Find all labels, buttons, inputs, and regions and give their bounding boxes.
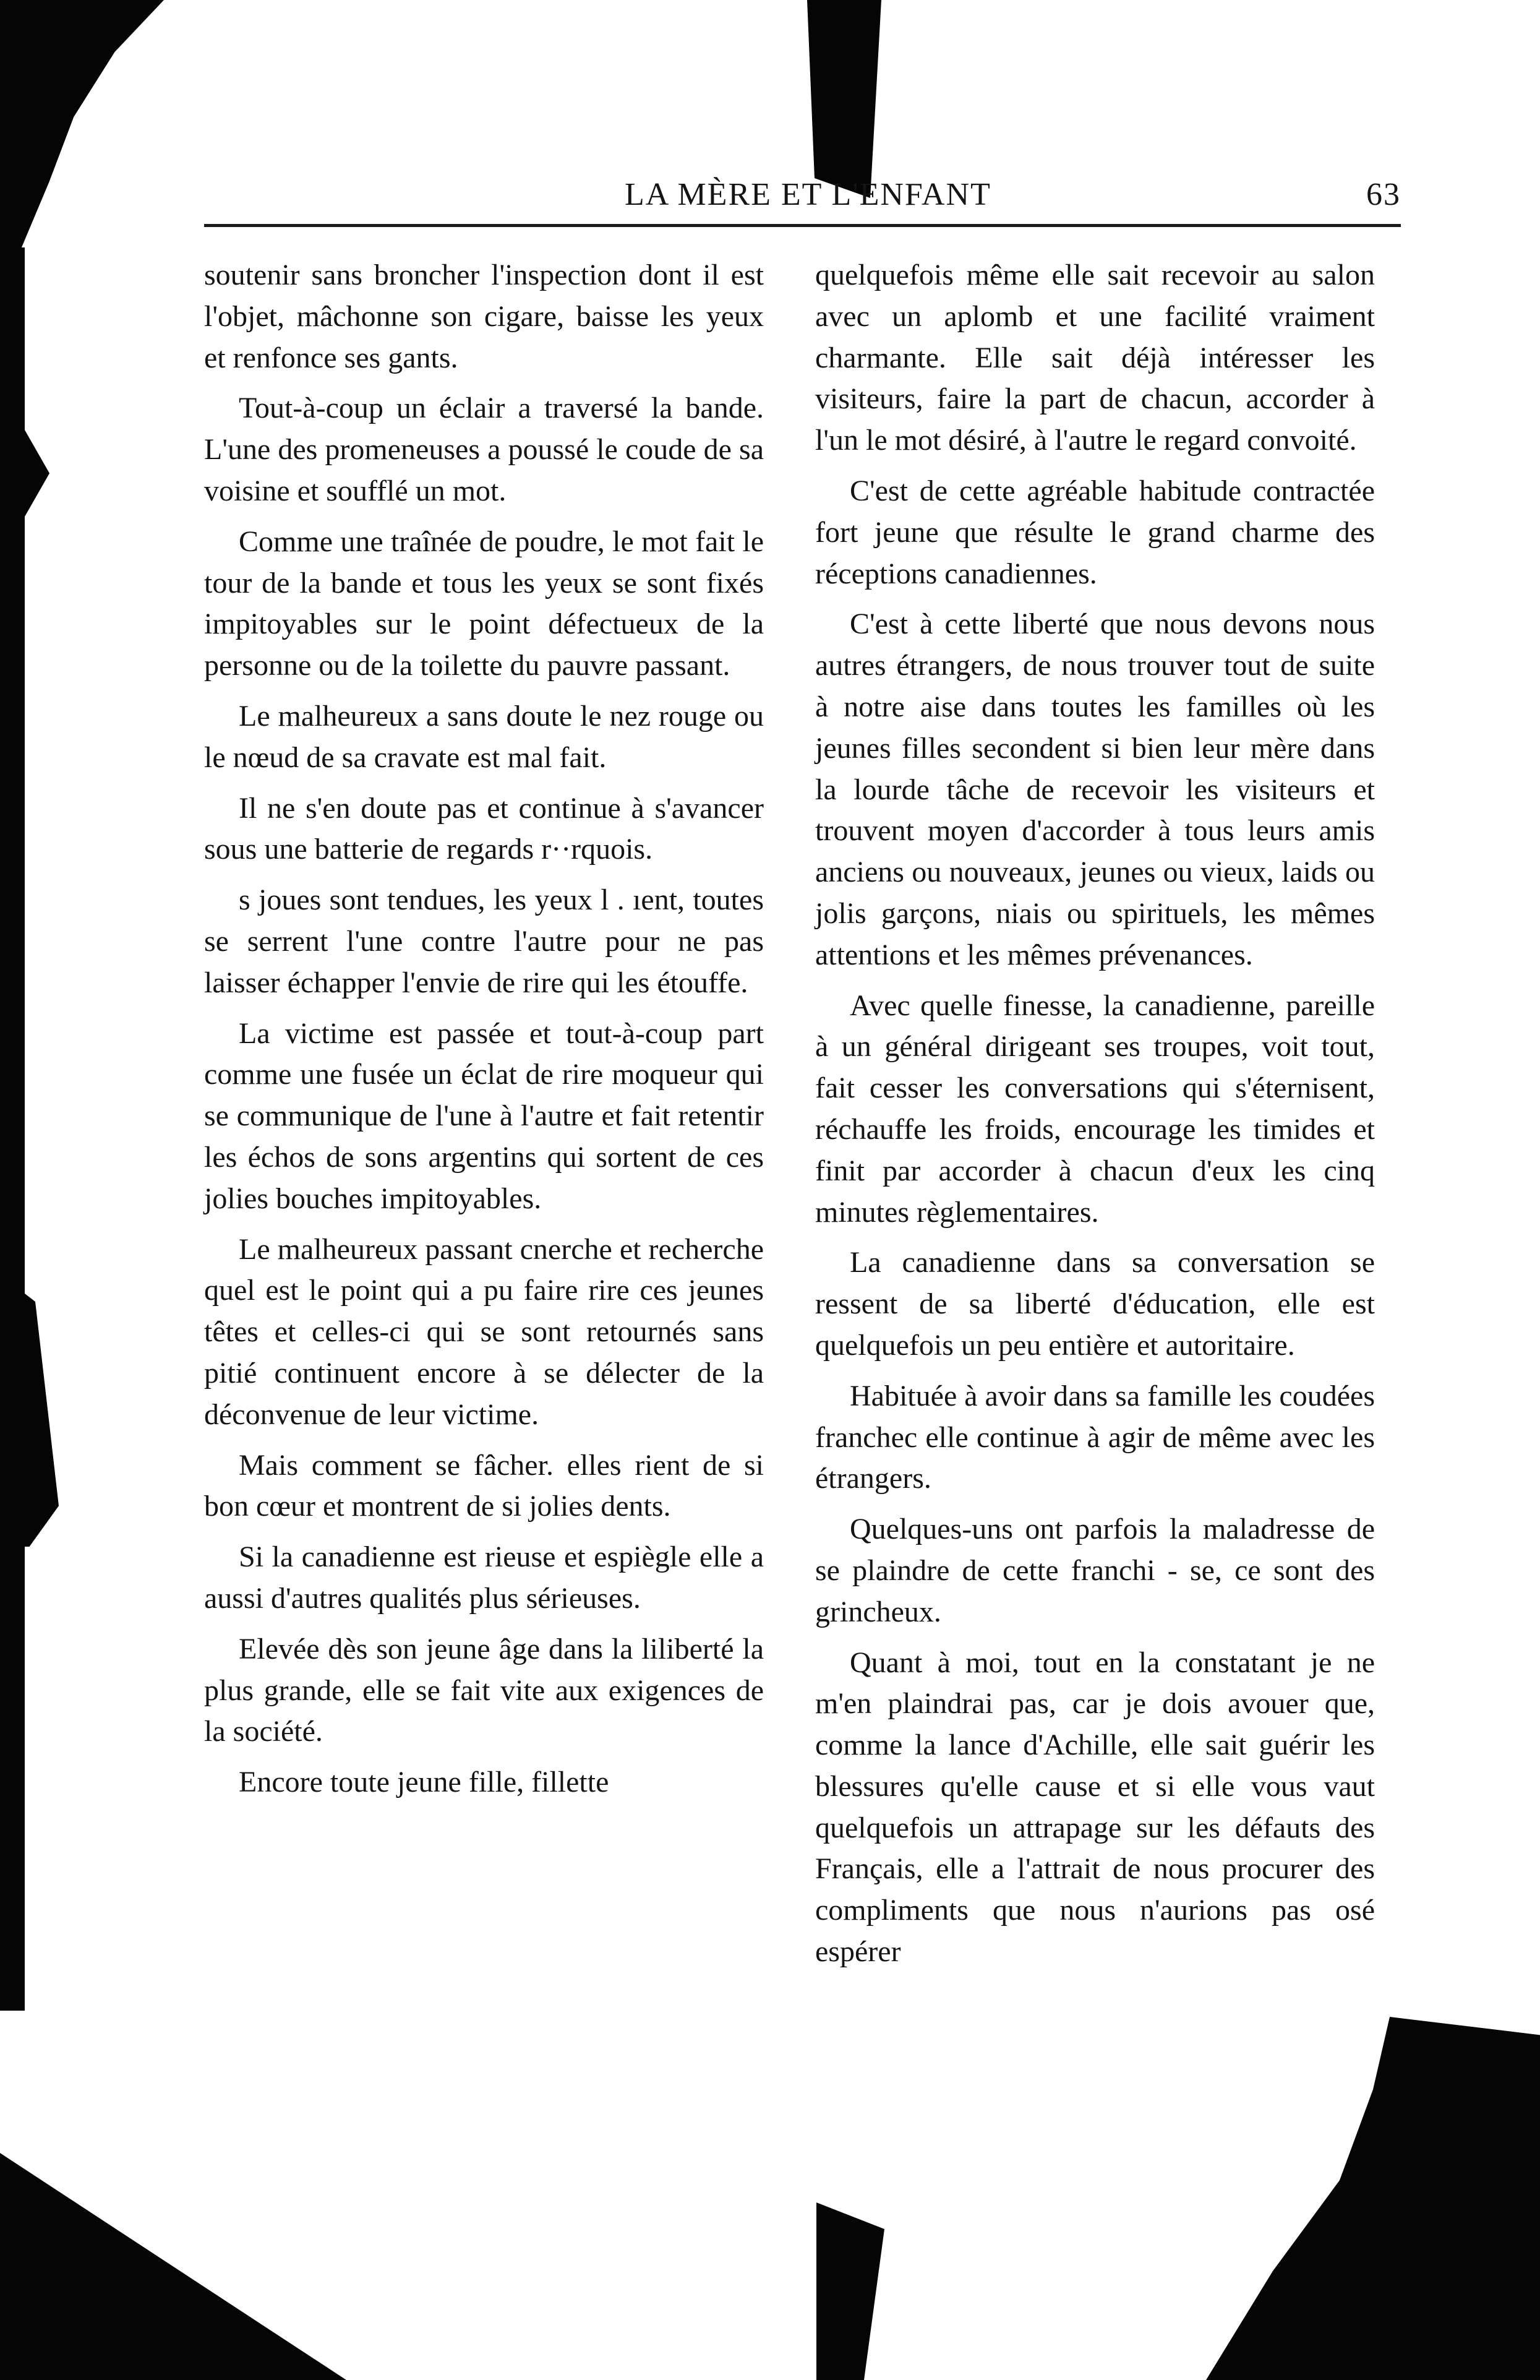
running-title: LA MÈRE ET L'ENFANT: [625, 177, 991, 212]
right-column: [815, 255, 1375, 1973]
page-stain-bottom-right: [1206, 2017, 1540, 2380]
paragraph: La victime est passée et tout-à-coup part comme une fusée un éclat de rire moqueur qui se communique de l'une à l'autre et fait retentir les échos de sons argentins qui sortent de ces jolies bouches impitoyables.: [204, 1016, 764, 1215]
page-stain-left-tear: [12, 408, 49, 538]
paragraph: quelquefois même elle sait recevoir au salon avec un aplomb et une facilité vraiment charmante. Elle sait déjà intéresser les visiteurs, faire la part de chacun, accorder à l'un le mot désiré, à l'autre le regard convoité.: [815, 259, 1375, 457]
paragraph: Habituée à avoir dans sa famille les coudées franchec elle continue à agir de même avec les étrangers.: [815, 1379, 1375, 1495]
paragraph: Le malheureux a sans doute le nez rouge ou le nœud de sa cravate est mal fait.: [204, 699, 764, 774]
paragraph: Encore toute jeune fille, fillette: [239, 1766, 609, 1799]
paragraph: Tout-à-coup un éclair a traversé la bande. L'une des promeneuses a poussé le coude de sa voisine et soufflé un mot.: [204, 392, 764, 507]
page-stain-bottom-left: [0, 2153, 346, 2380]
paragraph: La canadienne dans sa conversation se ressent de sa liberté d'éducation, elle est quelquefois un peu entière et autoritaire.: [815, 1246, 1375, 1362]
page-stain-top-left: [0, 0, 164, 260]
page-stain-top-center: [807, 0, 881, 198]
paragraph: Mais comment se fâcher. elles rient de si bon cœur et montrent de si jolies dents.: [204, 1448, 764, 1523]
paragraph: Le malheureux passant cnerche et recherche quel est le point qui a pu faire rire ces jeunes têtes et celles-ci qui se sont retournés sans pitié continuent encore à se délecter de la déconvenue de leur victime.: [204, 1232, 764, 1431]
running-header: [204, 176, 1401, 220]
paragraph: Elevée dès son jeune âge dans la liliberté la plus grande, elle se fait vite aux exigences de la société.: [204, 1632, 764, 1748]
paragraph: Si la canadienne est rieuse et espiègle elle a aussi d'autres qualités plus sérieuses.: [204, 1540, 764, 1615]
paragraph: soutenir sans broncher l'inspection dont il est l'objet, mâchonne son cigare, baisse les yeux et renfonce ses gants.: [204, 259, 764, 374]
paragraph: C'est de cette agréable habitude contractée fort jeune que résulte le grand charme des réceptions canadiennes.: [815, 474, 1375, 590]
header-rule: [204, 224, 1401, 227]
page-stain-left-lower: [0, 1274, 59, 1547]
page-stain-bottom-center: [816, 2202, 884, 2380]
left-column: [204, 255, 764, 1803]
paragraph: s joues sont tendues, les yeux l . ıent, toutes se serrent l'une contre l'autre pour ne pas laisser échapper l'envie de rire qui les étouffe.: [204, 883, 764, 999]
paragraph: Il ne s'en doute pas et continue à s'avancer sous une batterie de regards r··rquois.: [204, 791, 764, 866]
page-number: 63: [1366, 177, 1401, 212]
paragraph: Comme une traînée de poudre, le mot fait le tour de la bande et tous les yeux se sont fixés impitoyables sur le point défectueux de la personne ou de la toilette du pauvre passant.: [204, 525, 764, 682]
paragraph: C'est à cette liberté que nous devons nous autres étrangers, de nous trouver tout de suite à notre aise dans toutes les familles où les jeunes filles secondent si bien leur mère dans la lourde tâche de recevoir les visiteurs et trouvent moyen d'accorder à tous leurs amis anciens ou nouveaux, jeunes ou vieux, laids ou jolis garçons, niais ou spirituels, les mêmes attentions et les mêmes prévenances.: [815, 608, 1375, 971]
paragraph: Quant à moi, tout en la constatant je ne m'en plaindrai pas, car je dois avouer que, comme la lance d'Achille, elle sait guérir les blessures qu'elle cause et si elle vous vaut quelquefois un attrapage sur les défauts des Français, elle a l'attrait de nous procurer des compliments que nous n'aurions pas osé espérer: [815, 1646, 1375, 1969]
paragraph: Quelques-uns ont parfois la maladresse de se plaindre de cette franchi - se, ce sont des grincheux.: [815, 1513, 1375, 1628]
paragraph: Avec quelle finesse, la canadienne, pareille à un général dirigeant ses troupes, voit tout, fait cesser les conversations qui s'éternisent, réchauffe les froids, encourage les timides et finit par accorder à chacun d'eux les cinq minutes règlementaires.: [815, 989, 1375, 1229]
